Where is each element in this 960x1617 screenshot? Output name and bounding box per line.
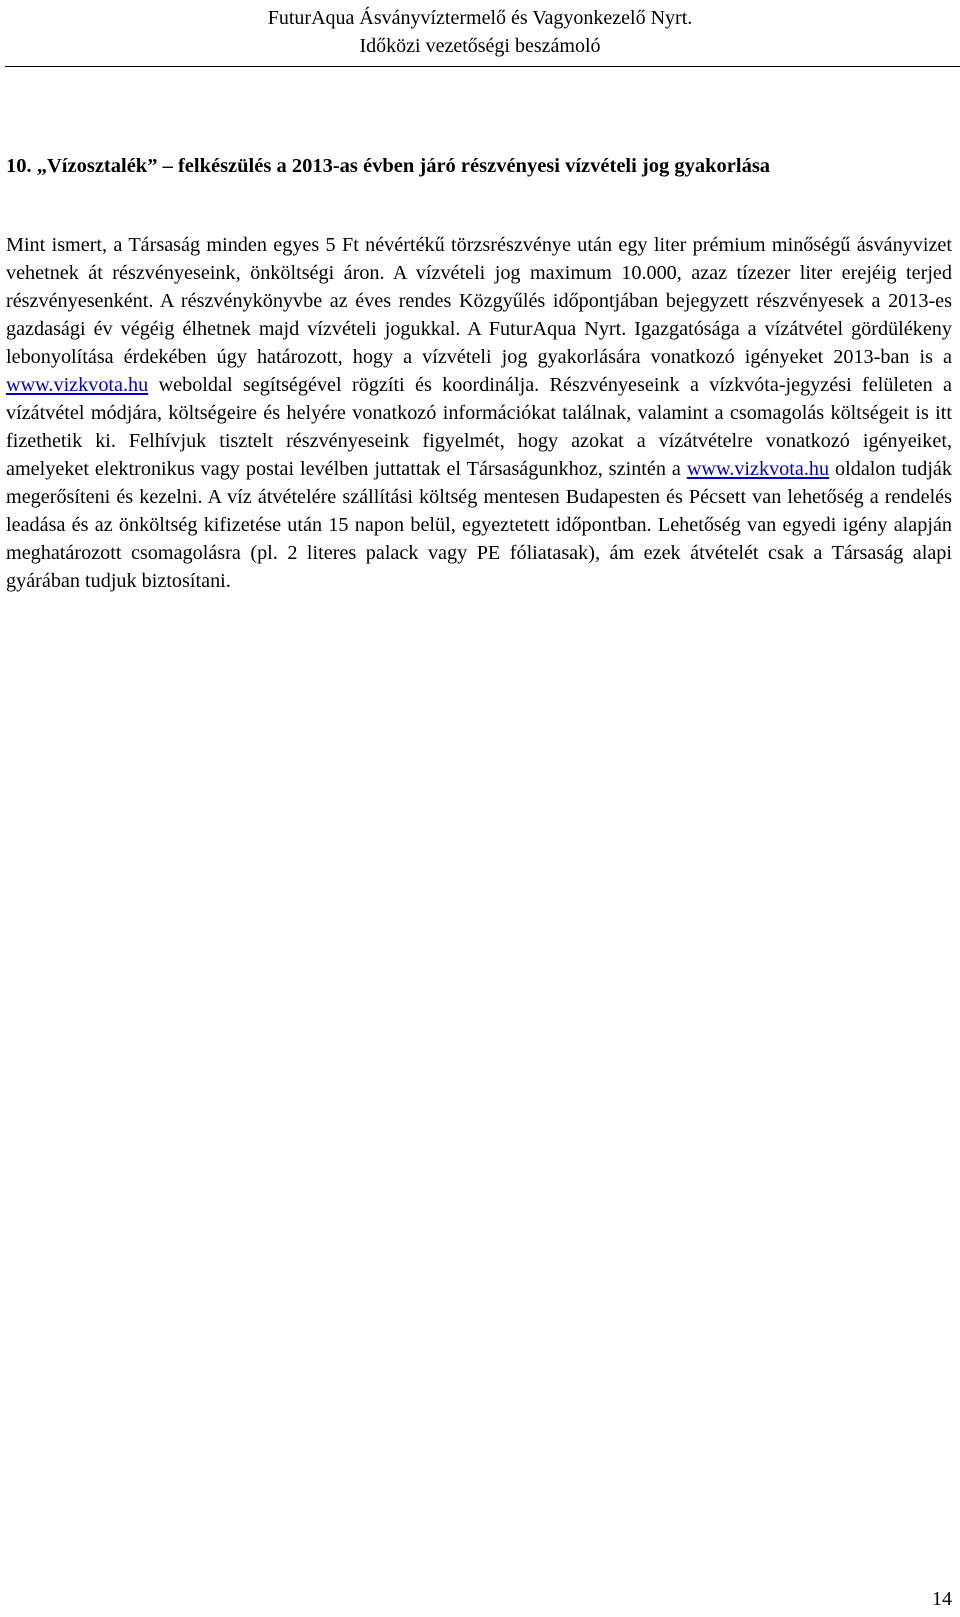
section-title: 10. „Vízosztalék” – felkészülés a 2013-as évben járó részvényesi vízvételi jog gyakorlása <box>6 155 771 177</box>
header-company-name: FuturAqua Ásványvíztermelő és Vagyonkezelő Nyrt. <box>267 7 693 29</box>
paragraph-text-2: weboldal segítségével rögzíti és koordinálja. Részvényeseink a vízkvóta-jegyzési felületen a vízátvétel módjára, költségeire és helyére vonatkozó információkat találnak, valamint a csomagolás költségeit is itt fizethetik ki. Felhívjuk tisztelt részvényeseink figyelmét, hogy azokat a vízátvételre vonatkozó igényeiket, amelyeket elektronikus vagy postai levélben juttattak el Társaságunkhoz, szintén a <box>6 374 952 480</box>
vizkvota-link-1[interactable]: www.vizkvota.hu <box>6 374 149 396</box>
paragraph-text-3: oldalon tudják megerősíteni és kezelni. A víz átvételére szállítási költség mentesen Budapesten és Pécsett van lehetőség a rendelés leadása és az önköltség kifizetése után 15 napon belül, egyeztetett időpontban. Lehetőség van egyedi igény alapján meghatározott csomagolásra (pl. 2 literes palack vagy PE fóliatasak), ám ezek átvételét csak a Társaság alapi gyárában tudjuk biztosítani. <box>6 458 952 592</box>
body-paragraph <box>6 231 952 595</box>
page-header <box>0 4 960 60</box>
vizkvota-link-2[interactable]: www.vizkvota.hu <box>686 458 830 480</box>
page-number: 14 <box>932 1588 952 1610</box>
header-divider <box>5 66 960 67</box>
header-report-title: Időközi vezetőségi beszámoló <box>359 35 601 57</box>
paragraph-text-1: Mint ismert, a Társaság minden egyes 5 Ft névértékű törzsrészvénye után egy liter prémium minőségű ásványvizet vehetnek át részvényeseink, önköltségi áron. A vízvételi jog maximum 10.000, azaz tízezer liter erejéig terjed részvényesenként. A részvénykönyvbe az éves rendes Közgyűlés időpontjában bejegyzett részvényesek a 2013-es gazdasági év végéig élhetnek majd vízvételi jogukkal. A FuturAqua Nyrt. Igazgatósága a vízátvétel gördülékeny lebonyolítása érdekében úgy határozott, hogy a vízvételi jog gyakorlására vonatkozó igényeket 2013-ban is a <box>6 234 952 368</box>
